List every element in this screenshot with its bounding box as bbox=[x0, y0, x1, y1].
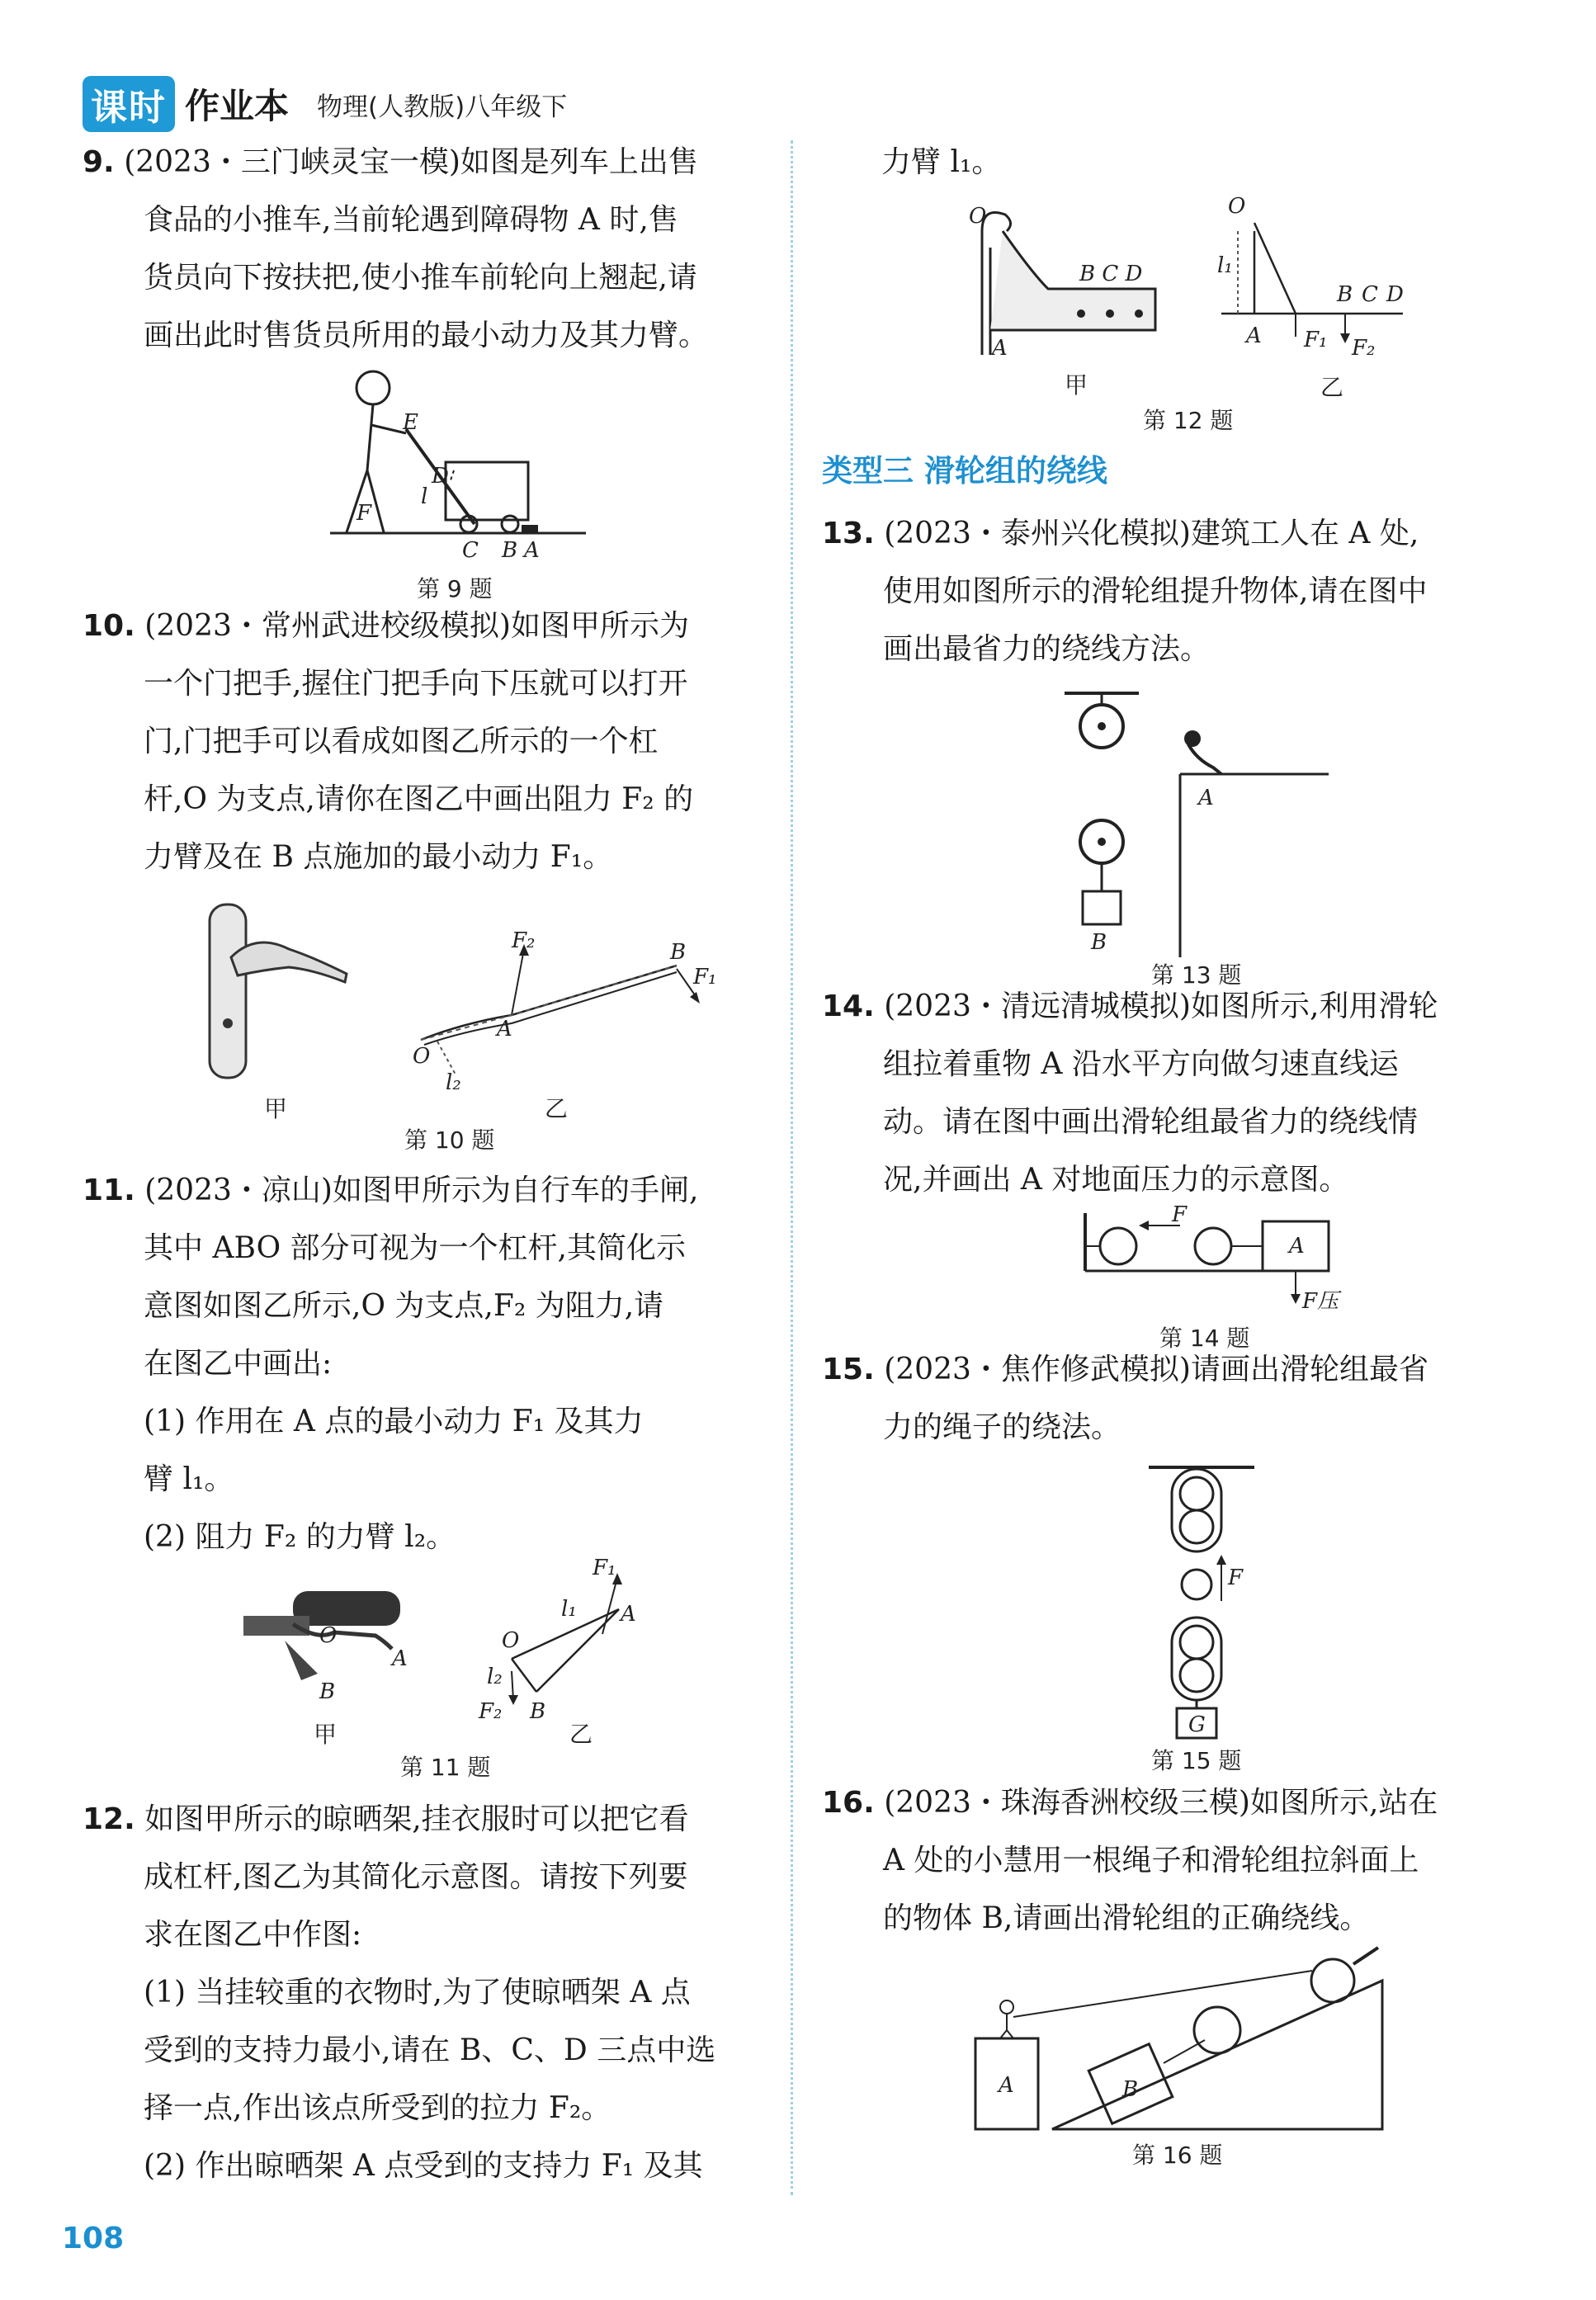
fig-label: C bbox=[1362, 282, 1378, 307]
fig-label: O bbox=[319, 1623, 338, 1648]
fig-label: l bbox=[421, 484, 428, 509]
figure-12b-lever bbox=[1213, 190, 1428, 363]
fig-label: F₁ bbox=[1304, 328, 1328, 352]
question-text: 画出最省力的绕线方法。 bbox=[883, 632, 1211, 666]
fig-label: A bbox=[1289, 1234, 1305, 1259]
question-text: (2023・凉山)如图甲所示为自行车的手闸, bbox=[144, 1174, 699, 1207]
fig-label-a: 甲 bbox=[314, 1721, 338, 1748]
figure-14-pulley bbox=[1081, 1202, 1370, 1320]
question-number: 12. bbox=[83, 1802, 135, 1836]
fig-label: C bbox=[462, 538, 479, 563]
question-text: 门,门把手可以看成如图乙所示的一个杠 bbox=[144, 725, 659, 758]
question-text: (2) 阻力 F₂ 的力臂 l₂。 bbox=[144, 1520, 456, 1554]
question-text: (2) 作出晾晒架 A 点受到的支持力 F₁ 及其 bbox=[144, 2149, 703, 2183]
fig-label: l₂ bbox=[446, 1070, 461, 1095]
fig-label: A bbox=[992, 336, 1008, 361]
fig-label: B bbox=[1122, 2077, 1139, 2102]
figure-15-pulley bbox=[1139, 1461, 1304, 1741]
question-number: 13. bbox=[822, 517, 875, 550]
fig-label: B bbox=[670, 940, 687, 965]
question-text: 杆,O 为支点,请你在图乙中画出阻力 F₂ 的 bbox=[144, 782, 694, 816]
fig-label: O bbox=[969, 204, 987, 229]
fig-label: D bbox=[432, 464, 449, 489]
fig-label: B C D bbox=[1079, 262, 1143, 286]
question-text: 画出此时售货员所用的最小动力及其力臂。 bbox=[144, 319, 709, 352]
figure-caption: 第 9 题 bbox=[417, 575, 493, 602]
figure-caption: 第 13 题 bbox=[1151, 961, 1242, 989]
figure-12a-rack bbox=[957, 198, 1172, 363]
question-number: 10. bbox=[83, 609, 135, 643]
figure-caption: 第 10 题 bbox=[404, 1126, 495, 1154]
figure-caption: 第 14 题 bbox=[1159, 1325, 1250, 1352]
question-text: 况,并画出 A 对地面压力的示意图。 bbox=[883, 1163, 1349, 1197]
fig-label: B bbox=[319, 1679, 336, 1704]
fig-label: F₂ bbox=[479, 1699, 503, 1724]
question-text: 组拉着重物 A 沿水平方向做匀速直线运 bbox=[883, 1047, 1399, 1081]
question-text: 货员向下按扶把,使小推车前轮向上翘起,请 bbox=[144, 261, 697, 295]
page-number: 108 bbox=[62, 2222, 125, 2255]
question-text: 其中 ABO 部分可视为一个杠杆,其简化示 bbox=[144, 1231, 686, 1265]
fig-label: A bbox=[999, 2073, 1014, 2098]
fig-label: F₁ bbox=[593, 1556, 616, 1580]
question-text: (2023・常州武进校级模拟)如图甲所示为 bbox=[144, 609, 689, 643]
fig-label: G bbox=[1188, 1712, 1206, 1737]
fig-label: F₁ bbox=[693, 965, 717, 989]
figure-10b-lever bbox=[413, 928, 743, 1098]
question-text: 力臂及在 B 点施加的最小动力 F₁。 bbox=[144, 840, 613, 874]
question-12 bbox=[83, 1791, 776, 2195]
fig-label: A bbox=[1246, 324, 1262, 348]
page-header bbox=[83, 79, 567, 129]
question-text: (2023・三门峡灵宝一模)如图是列车上出售 bbox=[124, 145, 698, 179]
fig-label: D bbox=[1386, 282, 1404, 307]
question-text: 在图乙中画出: bbox=[144, 1347, 333, 1381]
fig-label: A bbox=[497, 1017, 512, 1041]
section-heading: 类型三 滑轮组的绕线 bbox=[822, 453, 1107, 489]
figure-9-cart bbox=[330, 363, 594, 561]
question-16 bbox=[822, 1774, 1548, 1948]
fig-label: l₁ bbox=[1217, 253, 1233, 278]
question-10 bbox=[83, 597, 776, 886]
question-number: 15. bbox=[822, 1353, 875, 1386]
fig-label-b: 乙 bbox=[1320, 374, 1344, 401]
figure-11b-lever bbox=[479, 1556, 660, 1725]
question-15 bbox=[822, 1341, 1548, 1457]
figure-caption: 第 12 题 bbox=[1143, 407, 1234, 434]
figure-caption: 第 15 题 bbox=[1151, 1747, 1242, 1774]
question-number: 11. bbox=[83, 1174, 135, 1207]
question-number: 9. bbox=[83, 145, 115, 179]
question-text: 使用如图所示的滑轮组提升物体,请在图中 bbox=[883, 574, 1428, 608]
question-text: 臂 l₁。 bbox=[144, 1462, 234, 1496]
question-text: A 处的小慧用一根绳子和滑轮组拉斜面上 bbox=[883, 1844, 1419, 1877]
fig-label: O bbox=[1228, 194, 1246, 219]
question-text: (1) 当挂较重的衣物时,为了使晾晒架 A 点 bbox=[144, 1976, 691, 2010]
fig-label: F压 bbox=[1302, 1289, 1339, 1314]
figure-caption: 第 16 题 bbox=[1132, 2142, 1223, 2169]
question-text: 成杠杆,图乙为其简化示意图。请按下列要 bbox=[144, 1860, 688, 1894]
brand-name: 作业本 bbox=[185, 86, 290, 126]
question-text: (2023・清远清城模拟)如图所示,利用滑轮 bbox=[884, 989, 1438, 1023]
question-text: 力臂 l₁。 bbox=[881, 145, 1002, 179]
question-text: 力的绳子的绕法。 bbox=[883, 1410, 1121, 1444]
fig-label: B bbox=[502, 538, 518, 563]
figure-10a-door-handle bbox=[198, 900, 363, 1089]
figure-11a-brake bbox=[243, 1583, 417, 1715]
question-text: (2023・珠海香洲校级三模)如图所示,站在 bbox=[884, 1786, 1438, 1820]
fig-label: F₂ bbox=[512, 928, 536, 953]
question-text: 择一点,作出该点所受到的拉力 F₂。 bbox=[144, 2091, 611, 2125]
question-9 bbox=[83, 134, 776, 365]
fig-label: B bbox=[1337, 282, 1353, 307]
question-text: 受到的支持力最小,请在 B、C、D 三点中选 bbox=[144, 2033, 716, 2067]
fig-label: E bbox=[403, 410, 418, 435]
figure-caption: 第 11 题 bbox=[400, 1754, 491, 1781]
subject-title: 物理(人教版)八年级下 bbox=[317, 92, 568, 122]
question-text: 求在图乙中作图: bbox=[144, 1918, 362, 1952]
question-number: 14. bbox=[822, 989, 875, 1023]
question-text: 如图甲所示的晾晒架,挂衣服时可以把它看 bbox=[144, 1802, 689, 1836]
fig-label-b: 乙 bbox=[545, 1095, 569, 1122]
fig-label: A bbox=[524, 538, 540, 563]
question-text: 意图如图乙所示,O 为支点,F₂ 为阻力,请 bbox=[144, 1289, 664, 1323]
figure-13-pulley bbox=[1048, 685, 1345, 957]
figure-16-incline bbox=[966, 1948, 1395, 2137]
question-text: (1) 作用在 A 点的最小动力 F₁ 及其力 bbox=[144, 1405, 644, 1438]
fig-label-a: 甲 bbox=[264, 1095, 288, 1122]
fig-label: F bbox=[357, 501, 372, 526]
fig-label: O bbox=[413, 1044, 431, 1069]
fig-label: O bbox=[502, 1628, 520, 1653]
fig-label: A bbox=[1198, 786, 1214, 810]
fig-label: F bbox=[1228, 1566, 1244, 1590]
question-14 bbox=[822, 978, 1548, 1209]
question-text: (2023・泰州兴化模拟)建筑工人在 A 处, bbox=[884, 517, 1419, 550]
question-text: 一个门把手,握住门把手向下压就可以打开 bbox=[144, 667, 688, 701]
brand-logo: 课时 bbox=[83, 76, 175, 132]
fig-label: B bbox=[1091, 930, 1107, 955]
fig-label: l₁ bbox=[561, 1597, 577, 1622]
question-12-continued bbox=[881, 134, 1542, 191]
fig-label: A bbox=[392, 1646, 408, 1671]
question-text: (2023・焦作修武模拟)请画出滑轮组最省 bbox=[884, 1353, 1428, 1386]
question-text: 食品的小推车,当前轮遇到障碍物 A 时,售 bbox=[144, 203, 678, 237]
fig-label: F₂ bbox=[1352, 336, 1376, 361]
fig-label: A bbox=[621, 1602, 636, 1627]
fig-label-a: 甲 bbox=[1065, 371, 1088, 399]
column-divider bbox=[791, 140, 793, 2195]
question-13 bbox=[822, 505, 1548, 678]
fig-label: F bbox=[1172, 1202, 1188, 1227]
fig-label: B bbox=[530, 1699, 546, 1724]
fig-label: l₂ bbox=[487, 1665, 503, 1689]
fig-label-b: 乙 bbox=[569, 1721, 593, 1748]
question-text: 动。请在图中画出滑轮组最省力的绕线情 bbox=[883, 1105, 1419, 1139]
question-number: 16. bbox=[822, 1786, 875, 1820]
question-11 bbox=[83, 1162, 776, 1566]
question-text: 的物体 B,请画出滑轮组的正确绕线。 bbox=[883, 1901, 1370, 1935]
